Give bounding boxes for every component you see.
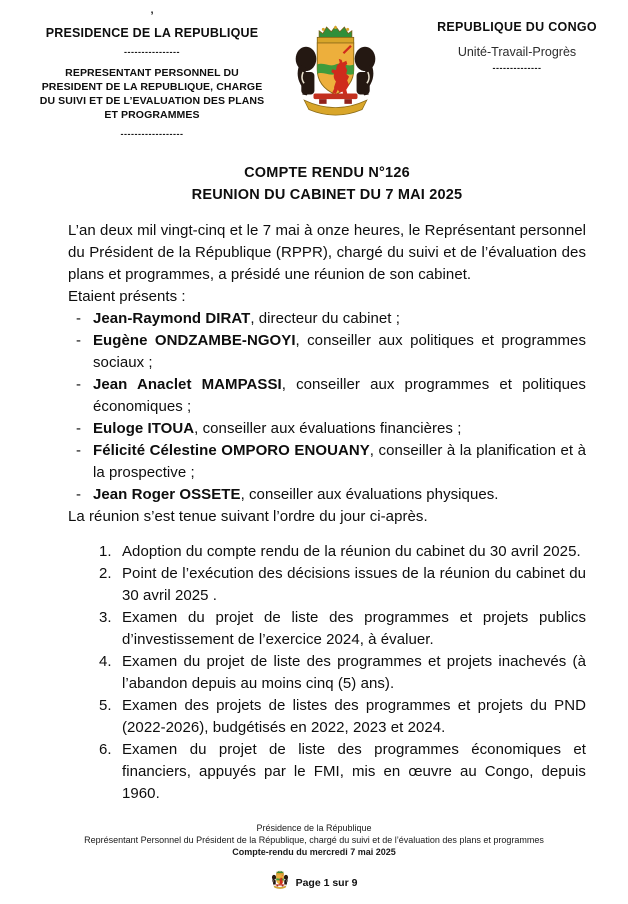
intro-paragraph xyxy=(68,220,586,308)
attendee-item xyxy=(68,308,586,330)
document-header xyxy=(0,0,628,152)
intro-text: L’an deux mil vingt-cinq et le 7 mai à onze heures, le Représentant personnel du Président de la République (RPPR), chargé du suivi et de l’évaluation des plans et programmes, a présidé une réunion de son cabinet. xyxy=(68,222,586,283)
attendee-role: , conseiller aux évaluations physiques. xyxy=(240,486,499,503)
footer-line-report-date: Compte-rendu du mercredi 7 mai 2025 xyxy=(232,847,396,857)
document-footer xyxy=(0,822,628,858)
divider-dashes: ------------------ xyxy=(120,129,184,139)
attendee-name: Félicité Célestine OMPORO ENOUANY xyxy=(93,442,370,459)
document-body xyxy=(68,220,586,805)
footer-line-office: Représentant Personnel du Président de la République, chargé du suivi et de l’évaluation des plans et programmes xyxy=(84,835,544,845)
agenda-item: Adoption du compte rendu de la réunion du cabinet du 30 avril 2025. xyxy=(122,543,581,560)
attendee-role: , conseiller aux programmes et politiques économiques ; xyxy=(93,376,586,415)
agenda-list xyxy=(68,541,586,805)
coat-of-arms-svg xyxy=(291,20,380,124)
national-motto: Unité-Travail-Progrès xyxy=(457,45,577,59)
republic-block xyxy=(432,20,602,73)
attendee-role: , conseiller aux évaluations financières ; xyxy=(194,420,462,437)
agenda-item: Examen des projets de listes des programmes et projets du PND (2022-2026), budgétisés en 2022, 2023 et 2024. xyxy=(122,697,586,736)
attendee-item xyxy=(68,330,586,374)
office-subtitle: REPRESENTANT PERSONNEL DU PRESIDENT DE LA REPUBLIQUE, CHARGE DU SUIVI ET DE L’EVALUATION DES PLANS ET PROGRAMMES xyxy=(39,67,265,121)
attendee-name: Jean Anaclet MAMPASSI xyxy=(93,376,282,393)
mini-coat-of-arms-icon xyxy=(271,868,289,892)
republic-title: REPUBLIQUE DU CONGO xyxy=(437,20,597,34)
attendee-item xyxy=(68,440,586,484)
stray-apostrophe-mark: ’ xyxy=(150,10,154,22)
title-line-2: REUNION DU CABINET DU 7 MAI 2025 xyxy=(191,187,463,203)
page-number-row xyxy=(0,868,628,892)
issuing-office-block xyxy=(38,10,266,139)
divider-dashes: ---------------- xyxy=(124,47,180,57)
attendee-item xyxy=(68,418,586,440)
congo-coat-of-arms-icon xyxy=(291,20,380,124)
agenda-item: Point de l’exécution des décisions issues de la réunion du cabinet du 30 avril 2025 . xyxy=(122,565,586,604)
agenda-item: Examen du projet de liste des programmes et projets inachevés (à l’abandon depuis au moins cinq (5) ans). xyxy=(122,653,586,692)
attendee-role: , directeur du cabinet ; xyxy=(250,310,400,327)
title-line-1: COMPTE RENDU N°126 xyxy=(244,165,410,181)
document-title xyxy=(68,162,586,206)
presidency-title: PRESIDENCE DE LA REPUBLIQUE xyxy=(45,26,259,40)
attendee-name: Euloge ITOUA xyxy=(93,420,195,437)
attendee-role: , conseiller à la planification et à la prospective ; xyxy=(93,442,586,481)
attendees-list xyxy=(68,308,586,506)
attendee-role: , conseiller aux politiques et programmes sociaux ; xyxy=(93,332,586,371)
page-number-label: Page 1 sur 9 xyxy=(295,877,358,889)
attendees-lead-in: Etaient présents : xyxy=(68,288,186,305)
attendee-name: Eugène ONDZAMBE-NGOYI xyxy=(93,332,296,349)
footer-line-presidency: Présidence de la République xyxy=(256,823,372,833)
attendee-name: Jean Roger OSSETE xyxy=(93,486,241,503)
agenda-lead-in: La réunion s’est tenue suivant l’ordre du jour ci-après. xyxy=(68,508,428,525)
agenda-item: Examen du projet de liste des programmes et projets publics d’investissement de l’exercice 2024, à évaluer. xyxy=(122,609,586,648)
attendee-item xyxy=(68,484,586,506)
attendee-name: Jean-Raymond DIRAT xyxy=(93,310,251,327)
attendee-item xyxy=(68,374,586,418)
divider-dashes: -------------- xyxy=(492,63,542,73)
agenda-item: Examen du projet de liste des programmes économiques et financiers, appuyés par le FMI, mis en œuvre au Congo, depuis 1960. xyxy=(122,741,586,802)
